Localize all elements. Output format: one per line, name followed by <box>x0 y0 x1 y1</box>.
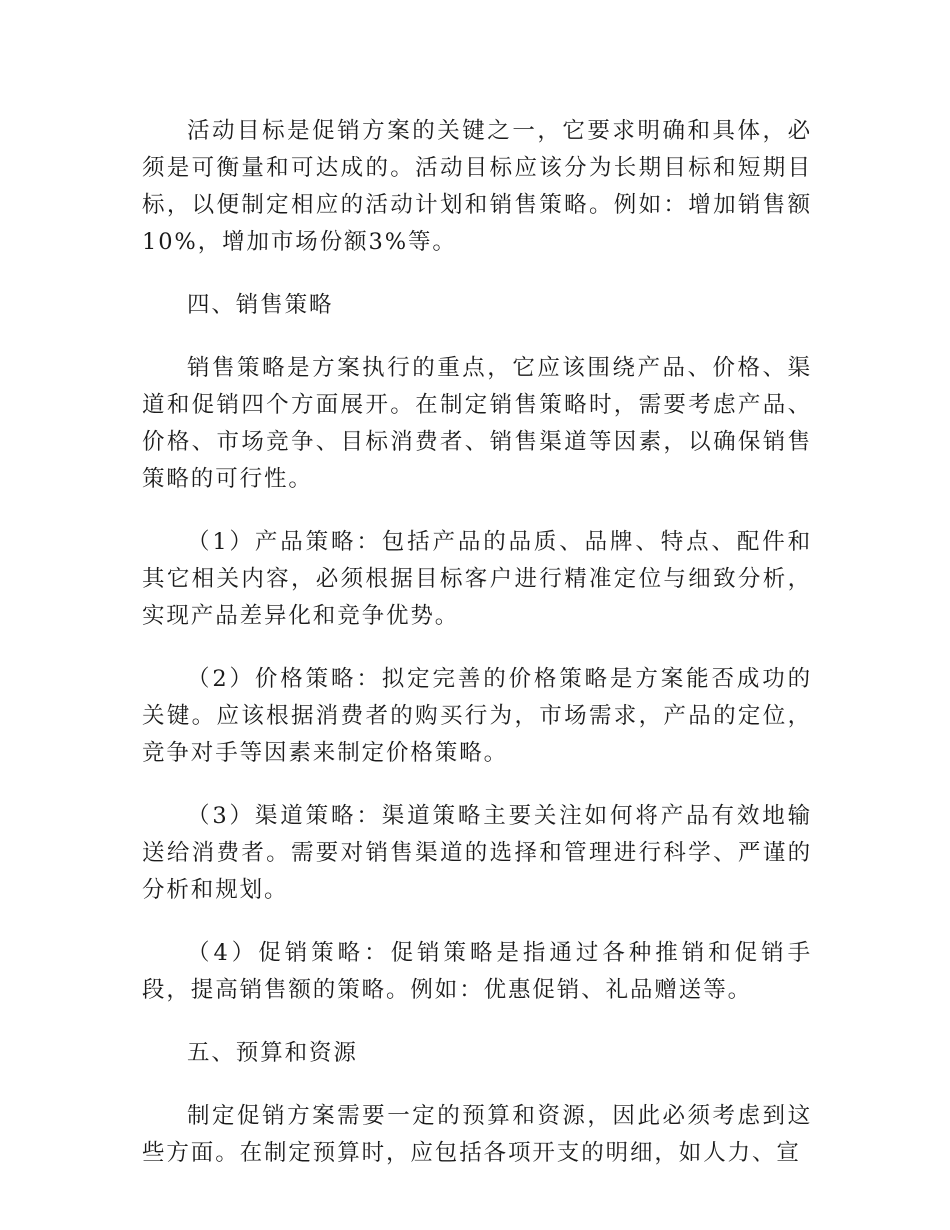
list-item-promotion-strategy: （4）促销策略：促销策略是指通过各种推销和促销手段，提高销售额的策略。例如：优惠促销、礼品赠送等。 <box>142 940 812 1003</box>
section-heading-budget-resources: 五、预算和资源 <box>187 1040 358 1066</box>
list-item-channel-strategy: （3）渠道策略：渠道策略主要关注如何将产品有效地输送给消费者。需要对销售渠道的选择和管理进行科学、严谨的分析和规划。 <box>142 803 812 903</box>
document-page <box>142 113 812 1198</box>
paragraph-activity-goals: 活动目标是促销方案的关键之一，它要求明确和具体，必须是可衡量和可达成的。活动目标应该分为长期目标和短期目标，以便制定相应的活动计划和销售策略。例如：增加销售额10%，增加市场份额3%等。 <box>142 118 812 255</box>
paragraph-budget-resources: 制定促销方案需要一定的预算和资源，因此必须考虑到这些方面。在制定预算时，应包括各项开支的明细，如人力、宣 <box>142 1103 812 1166</box>
list-item-price-strategy: （2）价格策略：拟定完善的价格策略是方案能否成功的关键。应该根据消费者的购买行为，市场需求，产品的定位，竞争对手等因素来制定价格策略。 <box>142 666 812 766</box>
paragraph-sales-strategy: 销售策略是方案执行的重点，它应该围绕产品、价格、渠道和促销四个方面展开。在制定销售策略时，需要考虑产品、价格、市场竞争、目标消费者、销售渠道等因素，以确保销售策略的可行性。 <box>142 355 812 492</box>
list-item-product-strategy: （1）产品策略：包括产品的品质、品牌、特点、配件和其它相关内容，必须根据目标客户进行精准定位与细致分析，实现产品差异化和竞争优势。 <box>142 529 812 629</box>
section-heading-sales-strategy: 四、销售策略 <box>187 292 334 318</box>
